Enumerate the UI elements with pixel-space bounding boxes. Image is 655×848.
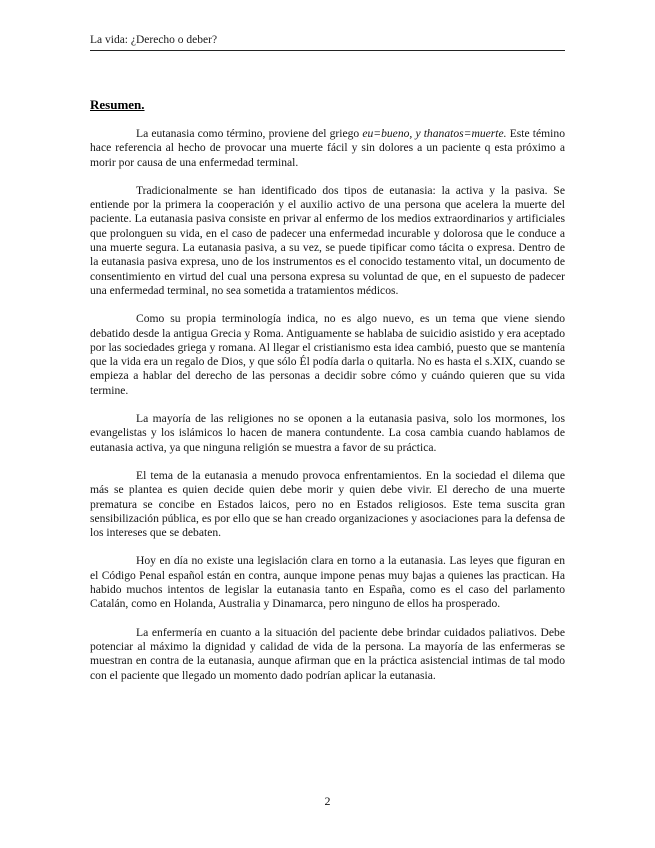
- paragraph-segment: La eutanasia como término, proviene del griego: [136, 127, 363, 140]
- section-title: Resumen.: [90, 97, 145, 112]
- page-number: 2: [324, 794, 331, 808]
- paragraph-definition: [90, 127, 565, 170]
- paragraph-history: Como su propia terminología indica, no es algo nuevo, es un tema que viene siendo debatido desde la antigua Grecia y Roma. Antiguamente se hablaba de suicidio asistido y era aceptado por las sociedades griega y romana. Al llegar el cristianismo esta idea cambió, puesto que se mantenía que la vida era un regalo de Dios, y que sólo Él podía darla o quitarla. No es hasta el s.XIX, cuando se empieza a hablar del derecho de las personas a decidir sobre cómo y cuándo quieren que su vida termine.: [90, 312, 565, 397]
- paragraph-legislation: Hoy en día no existe una legislación clara en torno a la eutanasia. Las leyes que figuran en el Código Penal español están en contra, aunque impone penas muy bajas a quienes las practican. Ha habido muchos intentos de legislar la eutanasia tanto en España, como es el caso del parlamento Catalán, como en Holanda, Australia y Dinamarca, pero ninguno de ellos ha prosperado.: [90, 554, 565, 611]
- paragraph-segment: Este témino hace referencia al hecho de provocar una muerte fácil y sin dolores a un paciente q esta próximo a morir por causa de una enfermedad terminal.: [90, 127, 565, 169]
- body-text: [90, 127, 565, 683]
- paragraph-types: Tradicionalmente se han identificado dos tipos de eutanasia: la activa y la pasiva. Se entiende por la primera la cooperación y el auxilio activo de una persona que acelera la muerte del paciente. La eutanasia pasiva consiste en privar al enfermo de los medios extraordinarios y artificiales que prolonguen su vida, en el caso de padecer una enfermedad incurable y dolorosa que le conduce a una muerte segura. La eutanasia pasiva, a su vez, se puede tipificar como tácita o expresa. Dentro de la eutanasia pasiva expresa, uno de los instrumentos es el conocido testamento vital, un documento de consentimiento en virtud del cual una persona expresa su voluntad de que, en el supuesto de padecer una enfermedad terminal, no sea sometida a tratamientos médicos.: [90, 183, 565, 297]
- page-content: [90, 34, 565, 697]
- running-header: [90, 34, 565, 51]
- paragraph-segment-italic: eu=bueno, y thanatos=muerte.: [362, 127, 507, 140]
- paragraph-religions: La mayoría de las religiones no se oponen a la eutanasia pasiva, solo los mormones, los evangelistas y los islámicos lo hacen de manera contundente. La cosa cambia cuando hablamos de eutanasia activa, ya que ninguna religión se muestra a favor de su práctica.: [90, 412, 565, 454]
- page-footer: [0, 794, 655, 809]
- running-header-text: La vida: ¿Derecho o deber?: [90, 34, 218, 46]
- paragraph-society: El tema de la eutanasia a menudo provoca enfrentamientos. En la sociedad el dilema que más se plantea es quien decide quien debe morir y quien debe vivir. El derecho de una muerte prematura se concibe en Estados laicos, pero no en Estados religiosos. Este tema suscita gran sensibilización pública, es por ello que se han creado organizaciones y asociaciones para la defensa de los intereses que se debaten.: [90, 468, 565, 540]
- paragraph-nursing: La enfermería en cuanto a la situación del paciente debe brindar cuidados paliativos. Debe potenciar al máximo la dignidad y calidad de vida de la persona. La mayoría de las enfermeras se muestran en contra de la eutanasia, aunque afirman que en la práctica asistencial intimas de tal modo con el paciente que llegado un momento dado podrían aplicar la eutanasia.: [90, 625, 565, 682]
